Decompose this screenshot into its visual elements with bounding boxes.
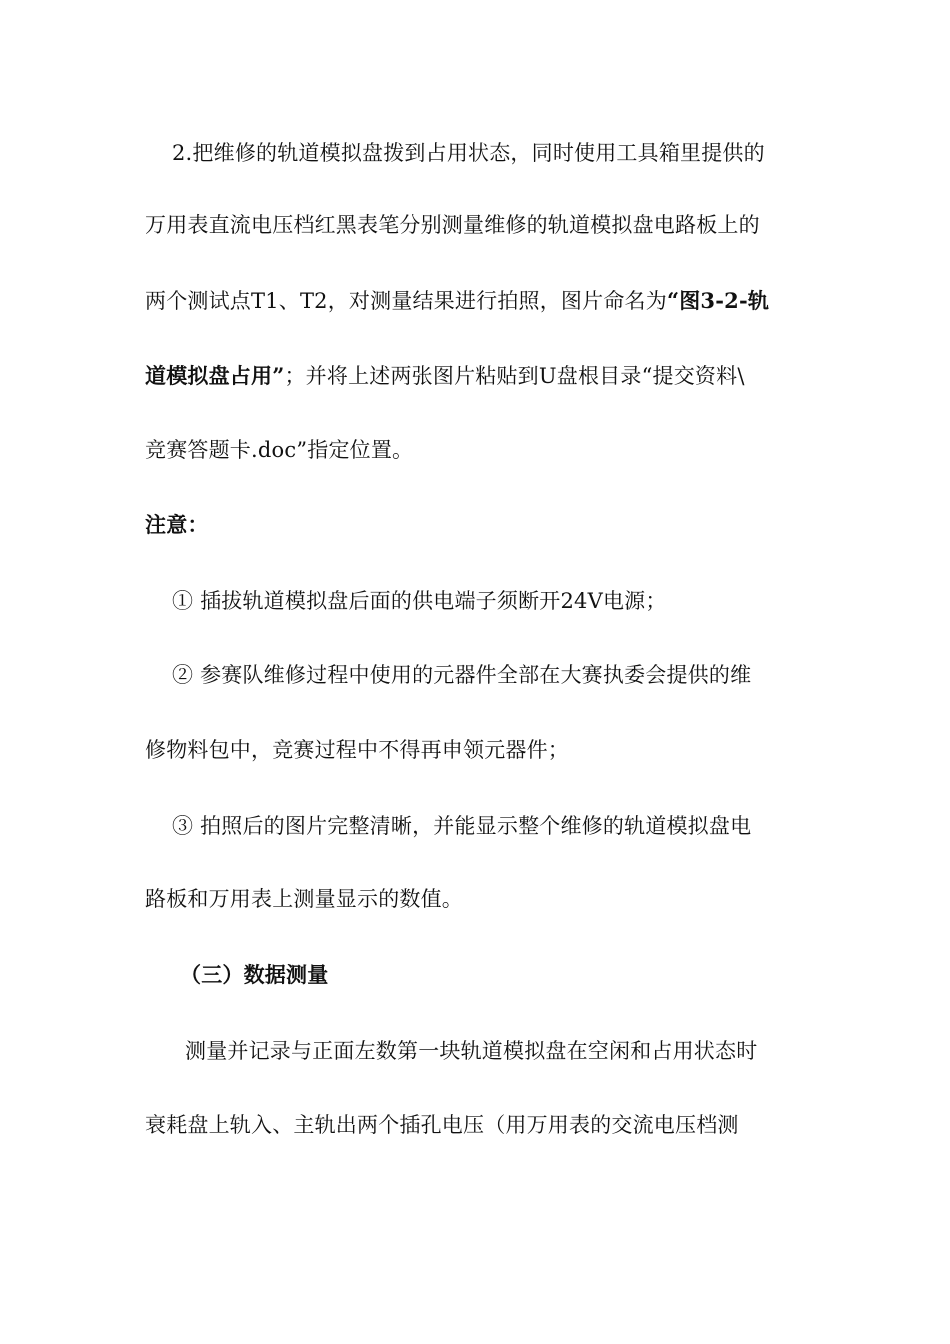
notice-item-1: ① 插拔轨道模拟盘后面的供电端子须断开24V电源； xyxy=(172,589,667,613)
section-3-heading: （三）数据测量 xyxy=(180,962,329,987)
section-3-line-1: 测量并记录与正面左数第一块轨道模拟盘在空闲和占用状态时 xyxy=(185,1039,758,1063)
section-3-line-2: 衰耗盘上轨入、主轨出两个插孔电压（用万用表的交流电压档测 xyxy=(145,1113,739,1137)
paragraph-2-line-2: 万用表直流电压档红黑表笔分别测量维修的轨道模拟盘电路板上的 xyxy=(145,213,760,237)
paragraph-2-line-5: 竞赛答题卡.doc”指定位置。 xyxy=(145,438,414,462)
notice-item-3-line-1: ③ 拍照后的图片完整清晰，并能显示整个维修的轨道模拟盘电 xyxy=(172,814,752,838)
notice-heading: 注意： xyxy=(145,512,209,537)
paragraph-2-line-1: 2.把维修的轨道模拟盘拨到占用状态，同时使用工具箱里提供的 xyxy=(172,141,765,165)
paragraph-2-line-3-text: 两个测试点T1、T2，对测量结果进行拍照，图片命名为 xyxy=(145,289,667,313)
notice-item-2-line-2: 修物料包中，竞赛过程中不得再申领元器件； xyxy=(145,738,569,762)
notice-item-2-line-1: ② 参赛队维修过程中使用的元器件全部在大赛执委会提供的维 xyxy=(172,663,752,687)
paragraph-2-line-3 xyxy=(145,286,769,316)
paragraph-2-line-4 xyxy=(145,361,745,391)
paragraph-2-line-4-text: ；并将上述两张图片粘贴到U盘根目录“提交资料\ xyxy=(284,364,745,388)
figure-name-end: 道模拟盘占用” xyxy=(145,363,285,388)
figure-name-start: “图3-2-轨 xyxy=(666,288,770,313)
notice-item-3-line-2: 路板和万用表上测量显示的数值。 xyxy=(145,887,463,911)
